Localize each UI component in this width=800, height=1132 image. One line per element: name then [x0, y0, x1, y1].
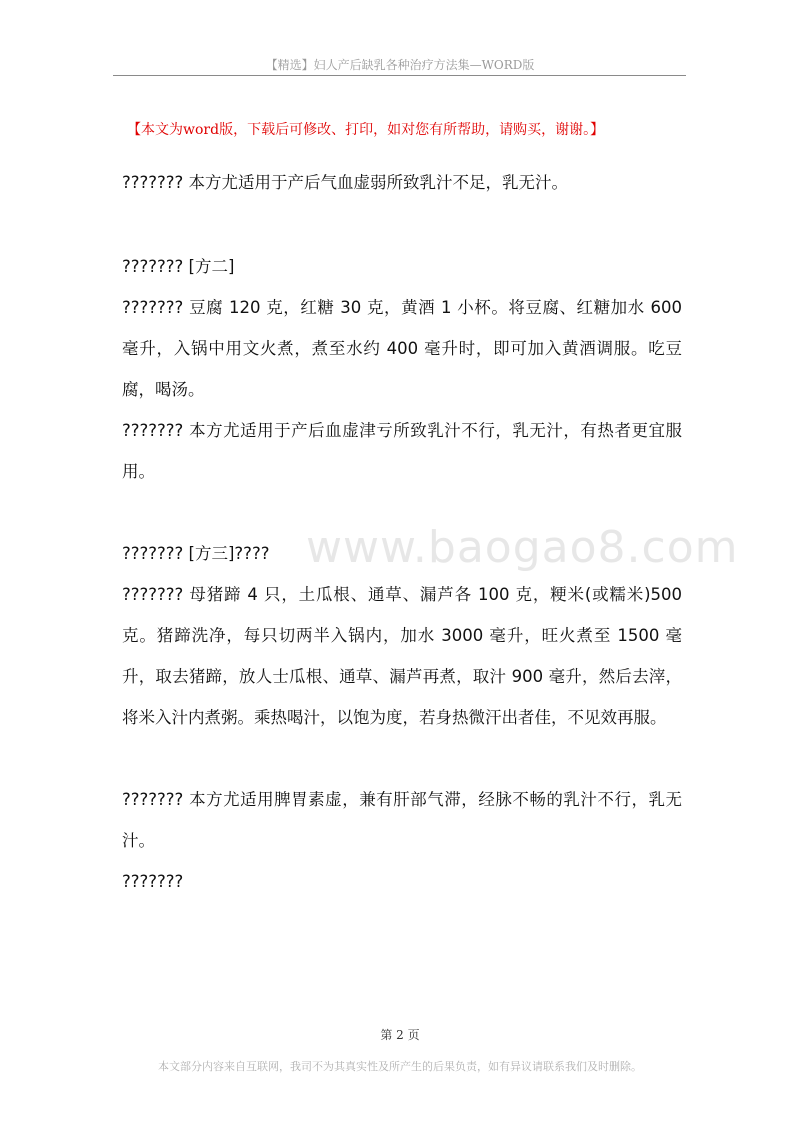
page-number: 第 2 页 [380, 1028, 420, 1042]
watermark: www.baogao8.com [306, 522, 739, 573]
paragraph: ??????? 本方尤适用脾胃素虚，兼有肝部气滞，经脉不畅的乳汁不行，乳无汁。 [122, 790, 682, 850]
header-divider [113, 75, 686, 76]
paragraph: ??????? 本方尤适用于产后血虚津亏所致乳汁不行，乳无汁，有热者更宜服用。 [122, 421, 682, 481]
section-heading: ??????? [方二] [122, 257, 235, 276]
paragraph: ??????? 豆腐 120 克，红糖 30 克，黄酒 1 小杯。将豆腐、红糖加水 600 毫升，入锅中用文火煮，煮至水约 400 毫升时，即可加入黄酒调服。吃豆腐，喝汤。 [122, 298, 682, 399]
paragraph: ??????? 本方尤适用于产后气血虚弱所致乳汁不足，乳无汁。 [122, 173, 569, 192]
section-heading: ??????? [方三]???? [122, 544, 270, 563]
paragraph: ??????? [122, 872, 184, 891]
download-notice: 【本文为word版，下载后可修改、打印，如对您有所帮助，请购买，谢谢。】 [127, 122, 605, 138]
footer-disclaimer: 本文部分内容来自互联网，我司不为其真实性及所产生的后果负责，如有异议请联系我们及时删除。 [158, 1060, 642, 1073]
paragraph: ??????? 母猪蹄 4 只，土瓜根、通草、漏芦各 100 克，粳米(或糯米)500 克。猪蹄洗净，每只切两半入锅内，加水 3000 毫升，旺火煮至 1500 毫升，取去猪蹄，放人士瓜根、通草、漏芦再煮，取汁 900 毫升，然后去滓，将米入汁内煮粥。乘热喝汁，以饱为度，若身热微汗出者佳，不见效再服。 [122, 585, 682, 727]
header-title: 【精选】妇人产后缺乳各种治疗方法集—WORD版 [265, 58, 535, 72]
